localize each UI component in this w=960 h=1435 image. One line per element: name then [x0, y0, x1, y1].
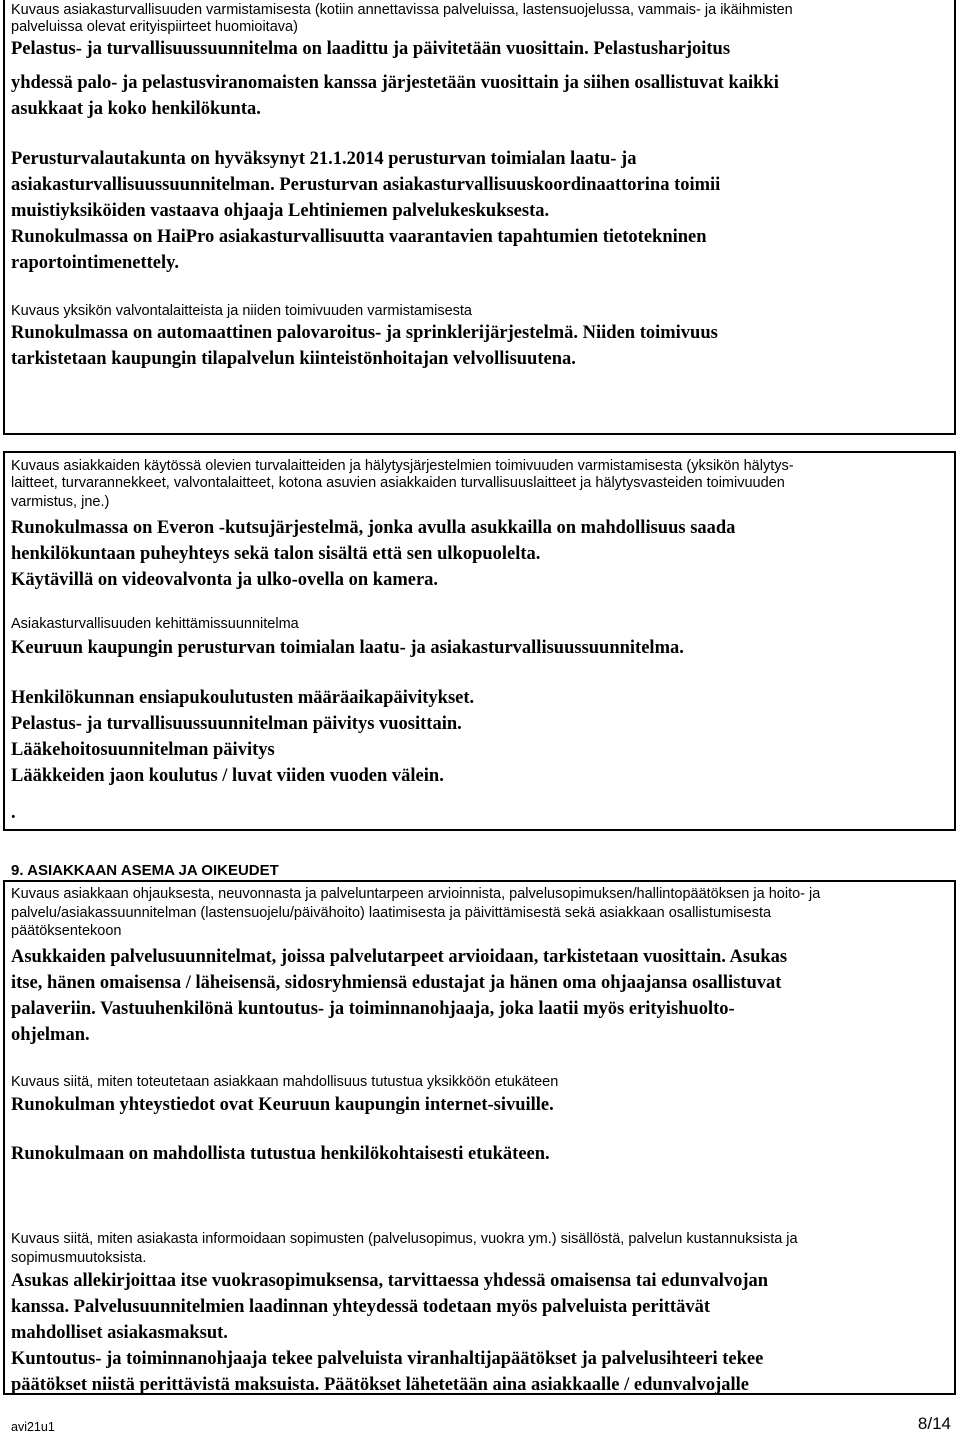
body-text: tarkistetaan kaupungin tilapalvelun kiinteistönhoitajan velvollisuutena.: [11, 349, 576, 369]
section-label: Asiakasturvallisuuden kehittämissuunnitelma: [11, 616, 299, 632]
section-label: päätöksentekoon: [11, 923, 122, 939]
body-text: Runokulmassa on Everon -kutsujärjestelmä, jonka avulla asukkailla on mahdollisuus saada: [11, 518, 736, 538]
section-label: palvelu/asiakassuunnitelman (lastensuojelu/päivähoito) laatimisesta ja päivittämisestä sekä asiakkaan osallistumisesta: [11, 905, 772, 921]
body-text: kanssa. Palvelusuunnitelmien laadinnan yhteydessä todetaan myös palveluista perittävät: [11, 1297, 710, 1317]
section-label: Kuvaus yksikön valvontalaitteista ja niiden toimivuuden varmistamisesta: [11, 303, 472, 319]
body-text: mahdolliset asiakasmaksut.: [11, 1323, 228, 1343]
section-heading: 9. ASIAKKAAN ASEMA JA OIKEUDET: [11, 862, 279, 879]
body-text: Runokulman yhteystiedot ovat Keuruun kaupungin internet-sivuille.: [11, 1095, 554, 1115]
body-text: Pelastus- ja turvallisuussuunnitelma on laadittu ja päivitetään vuosittain. Pelastusharjoitus: [11, 39, 731, 59]
body-text: asiakasturvallisuussuunnitelman. Perusturvan asiakasturvallisuuskoordinaattorina toimii: [11, 175, 721, 195]
body-text: yhdessä palo- ja pelastusviranomaisten kanssa järjestetään vuosittain ja siihen osallistuvat kaikki: [11, 73, 779, 93]
section-label: Kuvaus asiakkaiden käytössä olevien turvalaitteiden ja hälytysjärjestelmien toimivuuden varmistamisesta (yksikön hälytys-: [11, 458, 794, 474]
body-text: Perusturvalautakunta on hyväksynyt 21.1.2014 perusturvan toimialan laatu- ja: [11, 149, 637, 169]
body-text: ohjelman.: [11, 1025, 90, 1045]
body-text: Runokulmassa on automaattinen palovaroitus- ja sprinklerijärjestelmä. Niiden toimivuus: [11, 323, 718, 343]
section-label: laitteet, turvarannekkeet, valvontalaitteet, kotona asuvien asiakkaiden turvallisuuslaitteet ja hälytysvasteiden toimivuuden: [11, 475, 785, 491]
body-text: päätökset niistä perittävistä maksuista. Päätökset lähetetään aina asiakkaalle / edunvalvojalle: [11, 1375, 749, 1395]
body-text: .: [11, 803, 16, 823]
body-text: itse, hänen omaisensa / läheisensä, sidosryhmiensä edustajat ja hänen oma ohjaajansa osallistuvat: [11, 973, 782, 993]
section-label: Kuvaus siitä, miten toteutetaan asiakkaan mahdollisuus tutustua yksikköön etukäteen: [11, 1074, 559, 1090]
section-label: palveluissa olevat erityispiirteet huomioitava): [11, 19, 298, 35]
body-text: Henkilökunnan ensiapukoulutusten määräaikapäivitykset.: [11, 688, 475, 708]
body-text: henkilökuntaan puheyhteys sekä talon sisältä että sen ulkopuolelta.: [11, 544, 541, 564]
section-label: Kuvaus asiakasturvallisuuden varmistamisesta (kotiin annettavissa palveluissa, lastensuojelussa, vammais- ja ikäihmisten: [11, 2, 793, 18]
body-text: Kuntoutus- ja toiminnanohjaaja tekee palveluista viranhaltijapäätökset ja palvelusihteeri tekee: [11, 1349, 764, 1369]
document-code: avi21u1: [11, 1420, 55, 1434]
section-label: sopimusmuutoksista.: [11, 1250, 147, 1266]
body-text: raportointimenettely.: [11, 253, 179, 273]
page-number: 8/14: [917, 1414, 951, 1433]
section-label: Kuvaus asiakkaan ohjauksesta, neuvonnasta ja palveluntarpeen arvioinnista, palvelusopimuksen/hallintopäätöksen ja hoito- ja: [11, 886, 821, 902]
body-text: Pelastus- ja turvallisuussuunnitelman päivitys vuosittain.: [11, 714, 462, 734]
body-text: Lääkkeiden jaon koulutus / luvat viiden vuoden välein.: [11, 766, 444, 786]
body-text: Käytävillä on videovalvonta ja ulko-ovella on kamera.: [11, 570, 439, 590]
body-text: Keuruun kaupungin perusturvan toimialan laatu- ja asiakasturvallisuussuunnitelma.: [11, 638, 684, 658]
body-text: palaveriin. Vastuuhenkilönä kuntoutus- ja toiminnanohjaaja, joka laatii myös erityishuolto-: [11, 999, 735, 1019]
body-text: Asukas allekirjoittaa itse vuokrasopimuksensa, tarvittaessa yhdessä omaisensa tai edunvalvojan: [11, 1271, 769, 1291]
body-text: Asukkaiden palvelusuunnitelmat, joissa palvelutarpeet arvioidaan, tarkistetaan vuosittain. Asukas: [11, 947, 788, 967]
body-text: muistiyksiköiden vastaava ohjaaja Lehtiniemen palvelukeskuksesta.: [11, 201, 550, 221]
section-label: Kuvaus siitä, miten asiakasta informoidaan sopimusten (palvelusopimus, vuokra ym.) sisällöstä, palvelun kustannuksista ja: [11, 1231, 798, 1247]
body-text: asukkaat ja koko henkilökunta.: [11, 99, 261, 119]
section-label: varmistus, jne.): [11, 494, 110, 510]
body-text: Runokulmassa on HaiPro asiakasturvallisuutta vaarantavien tapahtumien tietotekninen: [11, 227, 707, 247]
body-text: Runokulmaan on mahdollista tutustua henkilökohtaisesti etukäteen.: [11, 1144, 550, 1164]
body-text: Lääkehoitosuunnitelman päivitys: [11, 740, 275, 760]
